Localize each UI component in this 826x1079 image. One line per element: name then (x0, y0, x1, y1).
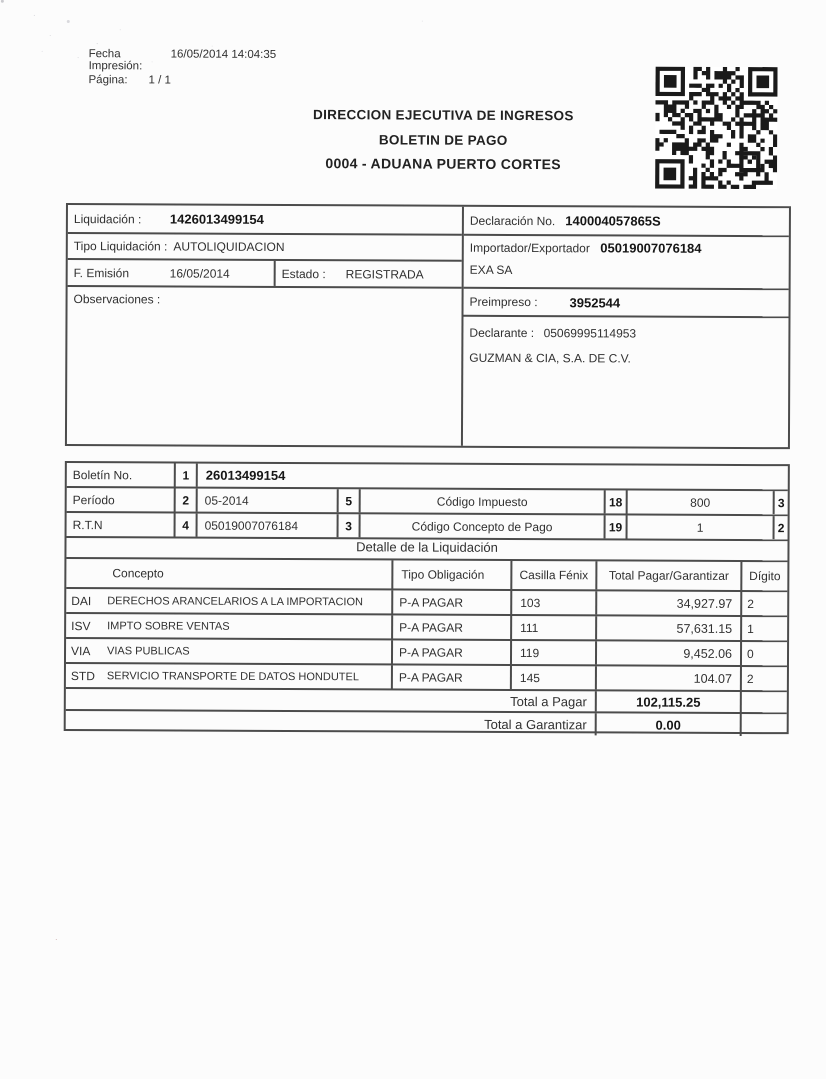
periodo-value-cell (198, 489, 339, 513)
total-garantizar-digito-cell (742, 714, 787, 736)
boletin-no-label: Boletín No. (72, 467, 133, 482)
total-garantizar-value-cell (597, 713, 742, 736)
rtn-value: 05019007076184 (204, 518, 299, 533)
boletin-no-label-cell (67, 463, 176, 486)
total-pagar-label-cell (66, 689, 597, 711)
pagina-label: Página: (88, 74, 128, 87)
casilla-cell: 119 (512, 641, 597, 664)
tipo-liquidacion-row (68, 234, 462, 262)
preimpreso-value: 3952544 (569, 294, 621, 310)
liquidacion-left-column (67, 205, 462, 446)
codigo-concepto-value: 1 (696, 520, 704, 535)
col-header-tipo-obligacion: Tipo Obligación (393, 560, 512, 589)
declaracion-value: 140004057865S (565, 213, 661, 229)
concepto-code: DAI (71, 593, 92, 608)
concepto-desc: SERVICIO TRANSPORTE DE DATOS HONDUTEL (106, 669, 359, 683)
fecha-impresion-value: 16/05/2014 14:04:35 (170, 48, 277, 61)
rtn-label-cell (67, 513, 176, 536)
codigo-concepto-label-cell (361, 514, 606, 538)
importador-row (464, 236, 789, 290)
total-cell: 34,927.97 (597, 591, 742, 615)
tipo-obligacion-cell: P-A PAGAR (393, 615, 512, 639)
tipo-liquidacion-label: Tipo Liquidación : (73, 239, 168, 254)
total-garantizar-value: 0.00 (655, 717, 681, 733)
digito-cell: 2 (746, 671, 754, 686)
concepto-cell (66, 589, 393, 613)
rtn-label: R.T.N (72, 517, 103, 532)
document-title-block (163, 106, 723, 172)
aduana-title: 0004 - ADUANA PUERTO CORTES (325, 155, 561, 173)
total-cell: 104.07 (597, 666, 742, 690)
field-number-box: 2 (777, 520, 785, 535)
declarante-nombre: GUZMAN & CIA, S.A. DE C.V. (469, 350, 631, 366)
detalle-row-via (66, 639, 787, 667)
periodo-label: Período (72, 492, 115, 507)
preimpreso-row (463, 289, 788, 318)
liquidacion-label: Liquidación : (73, 211, 142, 226)
total-garantizar-row (66, 711, 787, 736)
total-garantizar-label-cell (66, 711, 597, 735)
declarante-label: Declarante : (469, 325, 535, 341)
casilla-cell: 145 (512, 666, 597, 689)
field-number-box: 4 (176, 514, 198, 537)
casilla-cell: 103 (512, 591, 597, 614)
digito-cell: 1 (747, 621, 754, 636)
estado-value: REGISTRADA (345, 266, 424, 282)
f-emision-value: 16/05/2014 (169, 265, 230, 281)
tipo-liquidacion-value: AUTOLIQUIDACION (173, 239, 285, 254)
importador-nombre: EXA SA (469, 262, 513, 277)
pagina-value: 1 / 1 (148, 74, 171, 87)
digito-cell: 0 (746, 646, 754, 661)
field-number-box: 3 (777, 495, 785, 510)
field-number-box: 19 (606, 515, 628, 538)
codigo-concepto-label: Código Concepto de Pago (411, 519, 553, 534)
codigo-impuesto-label: Código Impuesto (436, 494, 528, 509)
observaciones-cell (68, 287, 462, 308)
codigo-impuesto-value-cell (628, 490, 775, 514)
digito-cell: 2 (747, 596, 754, 611)
estado-cell (274, 261, 462, 287)
importador-label: Importador/Exportador (469, 240, 590, 256)
liquidacion-right-column (461, 207, 789, 447)
col-header-digito: Dígito (749, 569, 781, 584)
concepto-desc: IMPTO SOBRE VENTAS (107, 619, 230, 633)
emision-estado-row (68, 260, 462, 289)
codigo-impuesto-value: 800 (690, 495, 711, 510)
concepto-code: STD (70, 668, 95, 683)
concepto-code: ISV (71, 618, 91, 633)
boletin-no-value-cell (198, 464, 788, 490)
document-type-title: BOLETIN DE PAGO (378, 132, 508, 148)
concepto-cell (66, 639, 393, 663)
observaciones-label: Observaciones : (73, 292, 161, 307)
tipo-obligacion-cell: P-A PAGAR (393, 665, 512, 689)
total-pagar-label: Total a Pagar (510, 693, 587, 709)
boletin-no-value: 26013499154 (205, 467, 286, 483)
total-pagar-value-cell (597, 691, 742, 712)
concepto-desc: DERECHOS ARANCELARIOS A LA IMPORTACION (107, 594, 363, 608)
detalle-header-row (66, 559, 787, 592)
col-header-casilla-fenix: Casilla Fénix (512, 561, 597, 589)
detalle-row-isv (66, 614, 787, 642)
field-number-box: 2 (176, 489, 198, 512)
total-garantizar-label: Total a Garantizar (484, 716, 587, 732)
concepto-cell (66, 664, 393, 688)
concepto-cell (66, 614, 393, 638)
estado-label: Estado : (281, 266, 326, 281)
field-number-box: 18 (606, 490, 628, 513)
col-header-concepto: Concepto (66, 559, 393, 588)
scan-noise (1, 0, 4, 3)
periodo-value: 05-2014 (204, 493, 249, 508)
fecha-impresion-label: Fecha Impresión: (88, 48, 143, 73)
pagina-line (88, 74, 170, 86)
detalle-title: Detalle de la Liquidación (356, 539, 498, 555)
concepto-code: VIA (71, 643, 91, 658)
col-header-total: Total Pagar/Garantizar (597, 561, 742, 590)
fecha-impresion-line (89, 48, 277, 73)
qr-code (655, 67, 778, 190)
field-number-box: 3 (339, 514, 361, 537)
total-pagar-row (66, 689, 787, 714)
rtn-value-cell (198, 514, 339, 538)
declarante-cell (463, 317, 788, 366)
casilla-cell: 111 (512, 616, 597, 639)
organization-title: DIRECCION EJECUTIVA DE INGRESOS (313, 107, 574, 124)
total-pagar-value: 102,115.25 (636, 694, 701, 710)
f-emision-label: F. Emisión (73, 265, 130, 280)
codigo-concepto-value-cell (628, 515, 775, 539)
total-cell: 57,631.15 (597, 616, 742, 640)
periodo-label-cell (67, 488, 176, 511)
concepto-desc: VIAS PUBLICAS (107, 644, 190, 658)
declaracion-row (464, 207, 789, 237)
liquidacion-info-table (65, 203, 791, 449)
liquidacion-row (68, 205, 462, 236)
periodo-row (67, 488, 788, 516)
codigo-impuesto-label-cell (361, 489, 606, 513)
rtn-row (67, 513, 788, 541)
detalle-row-dai (66, 589, 787, 617)
field-number-box: 1 (176, 464, 198, 487)
importador-value: 05019007076184 (600, 240, 702, 256)
declaracion-label: Declaración No. (469, 213, 556, 228)
detalle-row-std (66, 664, 787, 692)
preimpreso-label: Preimpreso : (469, 294, 538, 310)
boletin-no-row (67, 463, 788, 491)
liquidacion-value: 1426013499154 (169, 211, 264, 227)
total-pagar-digito-cell (742, 692, 787, 712)
total-cell: 9,452.06 (597, 641, 742, 665)
declarante-value: 05069995114953 (543, 326, 637, 341)
field-number-box: 5 (339, 489, 361, 512)
boletin-detalle-table (64, 461, 790, 734)
tipo-obligacion-cell: P-A PAGAR (393, 640, 512, 664)
tipo-obligacion-cell: P-A PAGAR (393, 590, 512, 614)
